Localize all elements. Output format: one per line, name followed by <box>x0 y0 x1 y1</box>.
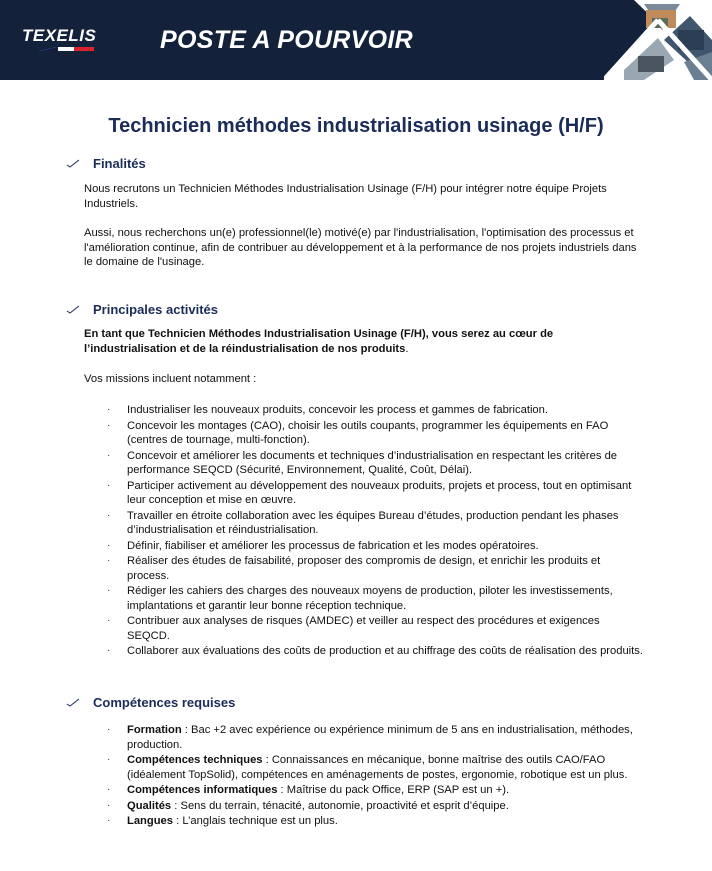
bullet-dot: · <box>107 724 111 735</box>
bullet-dot: · <box>107 615 111 626</box>
list-item: · Réaliser des études de faisabilité, proposer des compromis de design, et enrichir les produits et process. <box>107 555 601 582</box>
list-item: · Travailler en étroite collaboration avec les équipes Bureau d’études, production pendant les phases d’industrialisation et réindustrialisation. <box>107 509 619 536</box>
bullet-dot: · <box>107 555 111 566</box>
bullet-dot: · <box>107 754 111 765</box>
list-item: · Compétences informatiques : Maîtrise du pack Office, ERP (SAP est un +). <box>107 784 510 796</box>
missions-list <box>84 403 644 660</box>
list-item: · Qualités : Sens du terrain, ténacité, autonomie, proactivité et esprit d’équipe. <box>107 799 509 812</box>
missions-intro: Vos missions incluent notamment : <box>84 373 257 385</box>
bullet-dot: · <box>107 815 111 826</box>
finalites-paragraph-1: Nous recrutons un Technicien Méthodes Industrialisation Usinage (F/H) pour intégrer notre équipe Projets Industriels. <box>84 183 607 210</box>
list-item: · Définir, fiabiliser et améliorer les processus de fabrication et les modes opératoires. <box>107 539 539 552</box>
bullet-dot: · <box>107 404 111 415</box>
banner-title: POSTE A POURVOIR <box>160 26 413 54</box>
section-heading-label: Compétences requises <box>93 695 236 710</box>
list-item: · Compétences techniques : Connaissances en mécanique, bonne maîtrise des outils CAO/FAO (idéalement TopSolid), compétences en aménagements de postes, ergonomie, robotique est un plus. <box>107 754 628 781</box>
bullet-dot: · <box>107 799 111 811</box>
bullet-dot: · <box>107 784 111 795</box>
list-item: · Formation : Bac +2 avec expérience ou expérience minimum de 5 ans en industrialisation, méthodes, production. <box>107 724 633 751</box>
document-title: Technicien méthodes industrialisation usinage (H/F) <box>108 115 604 137</box>
checkmark-bullet-icon <box>66 304 80 314</box>
competences-list <box>84 723 644 830</box>
bullet-dot: · <box>107 419 111 431</box>
list-item: · Participer activement au développement des nouveaux produits, projets et process, tout en optimisant leur conception et mise en œuvre. <box>107 479 632 506</box>
activites-intro-bold: En tant que Technicien Méthodes Industrialisation Usinage (F/H), vous serez au cœur de l’industrialisation et de la réindustrialisation de nos produits <box>84 328 554 355</box>
bullet-dot: · <box>107 539 111 551</box>
bullet-dot: · <box>107 449 111 461</box>
bullet-dot: · <box>107 479 111 491</box>
vehicle-collage-image <box>604 0 712 80</box>
bullet-dot: · <box>107 585 111 596</box>
section-heading-label: Principales activités <box>93 302 219 317</box>
activites-intro-end: . <box>405 342 409 355</box>
logo-swoosh-icon <box>38 47 94 51</box>
list-item: · Langues : L’anglais technique est un plus. <box>107 815 338 827</box>
activites-intro <box>84 327 644 356</box>
checkmark-bullet-icon <box>66 158 80 168</box>
texelis-logo: TEXELIS <box>22 26 97 45</box>
list-item: · Concevoir les montages (CAO), choisir les outils coupants, programmer les équipements en FAO (centres de tournage, multi-fonction). <box>107 419 609 446</box>
finalites-paragraph-2: Aussi, nous recherchons un(e) professionnel(le) motivé(e) par l'industrialisation, l'optimisation des processus et l'amélioration continue, afin de contribuer au développement et à la performance de nos projets industriels dans le domaine de l'usinage. <box>84 227 637 268</box>
section-heading-label: Finalités <box>93 156 146 171</box>
list-item: · Concevoir et améliorer les documents et techniques d’industrialisation en respectant les critères de performance SEQCD (Sécurité, Environnement, Qualité, Coût, Délai). <box>107 449 618 476</box>
bullet-dot: · <box>107 645 111 656</box>
list-item: · Collaborer aux évaluations des coûts de production et au chiffrage des coûts de réalisation des produits. <box>107 645 643 657</box>
list-item: · Rédiger les cahiers des charges des nouveaux moyens de production, piloter les investissements, implantations et garantir leur bonne réception technique. <box>107 585 613 612</box>
list-item: · Contribuer aux analyses de risques (AMDEC) et veiller au respect des procédures et exigences SEQCD. <box>107 615 600 642</box>
list-item: · Industrialiser les nouveaux produits, concevoir les process et gammes de fabrication. <box>107 404 548 416</box>
bullet-dot: · <box>107 509 111 521</box>
checkmark-bullet-icon <box>66 697 80 707</box>
header-banner <box>0 0 712 80</box>
